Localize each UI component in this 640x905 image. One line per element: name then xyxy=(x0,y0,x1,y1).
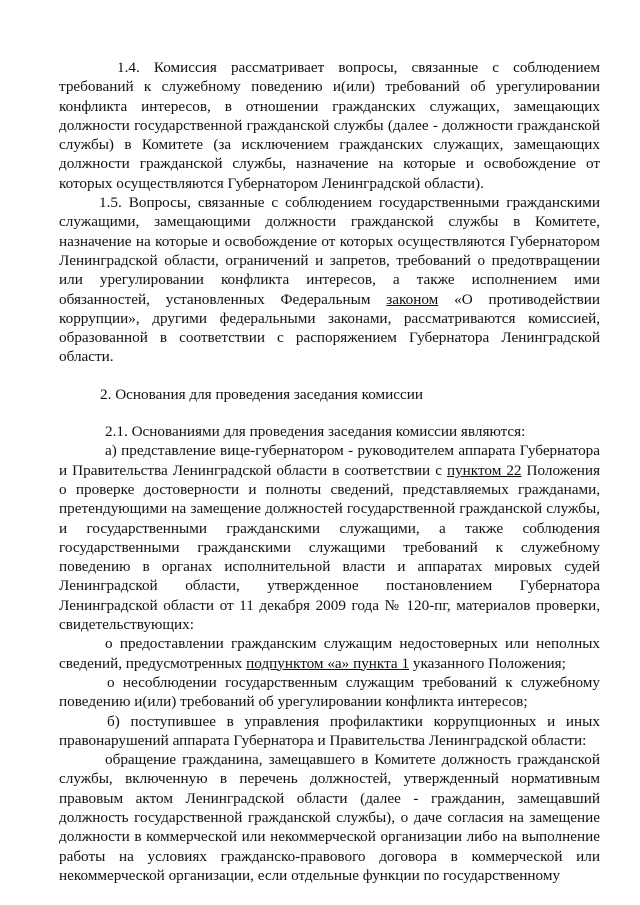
subclause-a-link[interactable]: подпунктом «а» пункта 1 xyxy=(246,654,410,672)
paragraph-noncompliance: о несоблюдении государственным служащим требований к служебному поведению и(или) требований об урегулировании конфликта интересов; xyxy=(59,673,600,711)
section-2-heading: 2. Основания для проведения заседания комиссии xyxy=(100,385,424,403)
paragraph-2-1-a xyxy=(59,441,600,634)
paragraph-1-5-text-end: «О противодействии коррупции», другими федеральными законами, рассматриваются комиссией, образованной в соответствии с распоряжением Губернатора Ленинградской области. xyxy=(59,290,600,366)
spacer xyxy=(59,404,600,422)
paragraph-2-1-a-text-end: Положения о проверке достоверности и полноты сведений, представляемых гражданами, претендующими на замещение должностей государственной гражданской службы, и государственными гражданскими служащими, а также соблюдения государственными гражданскими служащими требований к служебному поведению в органах исполнительной власти и аппаратах мировых судей Ленинградской области, утвержденное постановлением Губернатора Ленинградской области от 11 декабря 2009 года № 120-пг, материалов проверки, свидетельствующих: xyxy=(59,461,600,634)
paragraph-1-4: 1.4. Комиссия рассматривает вопросы, связанные с соблюдением требований к служебному поведению и(или) требований об урегулировании конфликта интересов, в отношении гражданских служащих, замещающих должности государственной гражданской службы (далее - должности гражданской службы) в Комитете (за исключением гражданских служащих, замещающих должности гражданской службы, назначение на которые и освобождение от которых осуществляются Губернатором Ленинградской области). xyxy=(59,59,600,192)
paragraph-1-5 xyxy=(59,193,600,367)
paragraph-2-1-a-text-start: а) представление вице-губернатором - руководителем аппарата Губернатора и Правительства Ленинградской области в соответствии с xyxy=(59,442,600,479)
paragraph-false-info xyxy=(59,634,600,673)
federal-law-link[interactable]: законом xyxy=(386,290,439,308)
paragraph-citizen-appeal: обращение гражданина, замещавшего в Комитете должность гражданской службы, включенную в перечень должностей, утвержденный нормативным правовым актом Ленинградской области (далее - гражданин, замещавший должность государственной гражданской службы), о даче согласия на замещение должности в коммерческой или некоммерческой организации либо на выполнение работы на условиях гражданско-правового договора в коммерческой или некоммерческой организации, если отдельные функции по государственному xyxy=(59,751,600,884)
paragraph-false-info-text-end: указанного Положения; xyxy=(409,654,566,672)
clause-22-link[interactable]: пунктом 22 xyxy=(446,461,522,479)
paragraph-2-1-b: б) поступившее в управления профилактики коррупционных и иных правонарушений аппарата Губернатора и Правительства Ленинградской области: xyxy=(59,712,600,749)
paragraph-2-1: 2.1. Основаниями для проведения заседания комиссии являются: xyxy=(105,423,526,441)
paragraph-1-5-text-start: 1.5. Вопросы, связанные с соблюдением государственными гражданскими служащими, замещающими должности гражданской службы в Комитете, назначение на которые и освобождение от которых осуществляются Губернатором Ленинградской области, ограничений и запретов, требований о предотвращении или урегулировании конфликта интересов, а также исполнением ими обязанностей, установленных Федеральным xyxy=(59,194,600,308)
paragraph-false-info-text-start: о предоставлении гражданским служащим недостоверных или неполных сведений, предусмотренных xyxy=(59,635,600,672)
